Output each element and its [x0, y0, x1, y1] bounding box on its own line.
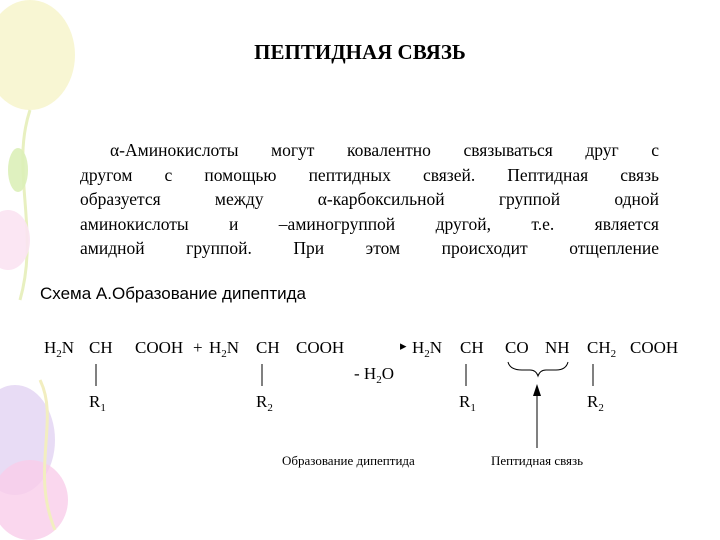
r1-subscript: 1 — [100, 402, 106, 414]
r2-letter: R — [256, 392, 268, 411]
paragraph-line: другом с помощью пептидных связей. Пептидная связь — [80, 164, 659, 185]
ch2-subscript: 2 — [610, 348, 617, 360]
r2-subscript: 2 — [267, 402, 273, 414]
carboxyl-group-3: COOH — [630, 338, 679, 357]
page-title: ПЕПТИДНАЯ СВЯЗЬ — [254, 40, 466, 64]
alpha-carbon-3: CH — [460, 338, 484, 357]
carbonyl-group: CO — [505, 338, 529, 357]
alpha-carbon-2: CH — [256, 338, 280, 357]
r2b-subscript: 2 — [598, 402, 604, 414]
hydrogen-3: H — [412, 338, 425, 357]
minus-h: - H — [354, 364, 377, 383]
amide-nh-group: NH — [545, 338, 570, 357]
caption-peptide-bond: Пептидная связь — [491, 453, 584, 468]
ch2-ch: CH — [587, 338, 611, 357]
caption-dipeptide-formation: Образование дипептида — [282, 453, 415, 468]
hydrogen-2: H — [209, 338, 222, 357]
r1b-letter: R — [459, 392, 471, 411]
scheme-title: Схема А.Образование дипептида — [40, 284, 306, 303]
carboxyl-group-1: COOH — [135, 338, 184, 357]
peptide-bond-brace — [508, 362, 568, 376]
plus-sign: + — [193, 338, 203, 357]
paragraph-line: амидной группой. При этом происходит отщепление — [80, 238, 659, 258]
water-subscript: 2 — [376, 374, 382, 386]
subscript-3: 2 — [424, 348, 430, 360]
paragraph-line: аминокислоты и –аминогруппой другой, т.е. является — [80, 213, 659, 234]
r1-letter: R — [89, 392, 101, 411]
r2b-letter: R — [587, 392, 599, 411]
nitrogen-2: N — [226, 338, 240, 357]
nitrogen-1: N — [61, 338, 75, 357]
r1b-subscript: 1 — [470, 402, 476, 414]
alpha-carbon-1: CH — [89, 338, 113, 357]
paragraph-line: образуется между α-карбоксильной группой одной — [80, 189, 659, 209]
hydrogen-1: H — [44, 338, 57, 357]
subscript-2: 2 — [221, 348, 227, 360]
subscript-1: 2 — [56, 348, 62, 360]
carboxyl-group-2: COOH — [296, 338, 345, 357]
arrow-head-icon — [533, 384, 541, 396]
nitrogen-3: N — [429, 338, 443, 357]
reaction-arrow-icon: ▸ — [400, 338, 407, 353]
water-oxygen: O — [381, 364, 394, 383]
paragraph-line: α-Аминокислоты могут ковалентно связываться друг с — [110, 140, 659, 160]
